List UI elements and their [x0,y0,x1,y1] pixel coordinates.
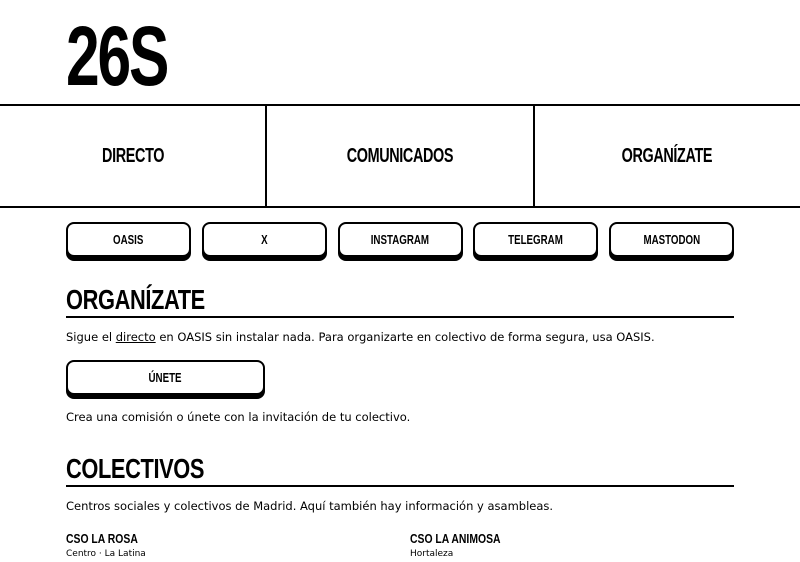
section-title-text: COLECTIVOS [66,453,205,484]
social-button-instagram[interactable] [338,222,463,257]
join-button-label: ÚNETE [148,370,183,385]
collective-item[interactable] [410,531,523,560]
collective-name-text: CSO LA ROSA [66,531,138,546]
nav-item-directo[interactable] [0,106,265,206]
social-button-label: X [260,232,268,247]
nav-item-label: DIRECTO [101,144,164,167]
social-button-x[interactable] [202,222,327,257]
join-button[interactable] [66,360,265,395]
collective-name-text: CSO LA ANIMOSA [410,531,501,546]
social-button-mastodon[interactable] [609,222,734,257]
collective-name [66,531,156,547]
social-button-label: INSTAGRAM [370,232,430,247]
organize-title [66,284,734,318]
nav-item-label: COMUNICADOS [346,144,454,167]
site-logo[interactable]: 26S [66,9,168,103]
nav-item-organizate[interactable] [533,106,800,206]
section-title-text: ORGANÍZATE [66,284,205,315]
collective-area: Centro · La Latina [66,549,146,559]
collective-item[interactable] [66,531,156,560]
social-button-oasis[interactable] [66,222,191,257]
nav-item-comunicados[interactable] [265,106,532,206]
social-button-label: OASIS [113,232,144,247]
social-button-label: TELEGRAM [508,232,564,247]
organize-note: Crea una comisión o únete con la invitación de tu colectivo. [66,410,411,424]
organize-text-end: en OASIS sin instalar nada. Para organizarte en colectivo de forma segura, usa OASIS. [155,330,655,344]
directo-link[interactable]: directo [115,330,156,344]
collective-name [410,531,523,547]
social-links [66,222,734,257]
collectives-title [66,453,734,487]
collectives-intro: Centros sociales y colectivos de Madrid. Aquí también hay información y asambleas. [66,499,554,513]
social-button-telegram[interactable] [473,222,598,257]
social-button-label: MASTODON [643,232,700,247]
organize-text [66,330,655,344]
organize-text-start: Sigue el [66,330,116,344]
collective-area: Hortaleza [410,549,454,559]
main-nav [0,104,800,208]
nav-item-label: ORGANÍZATE [622,144,713,167]
